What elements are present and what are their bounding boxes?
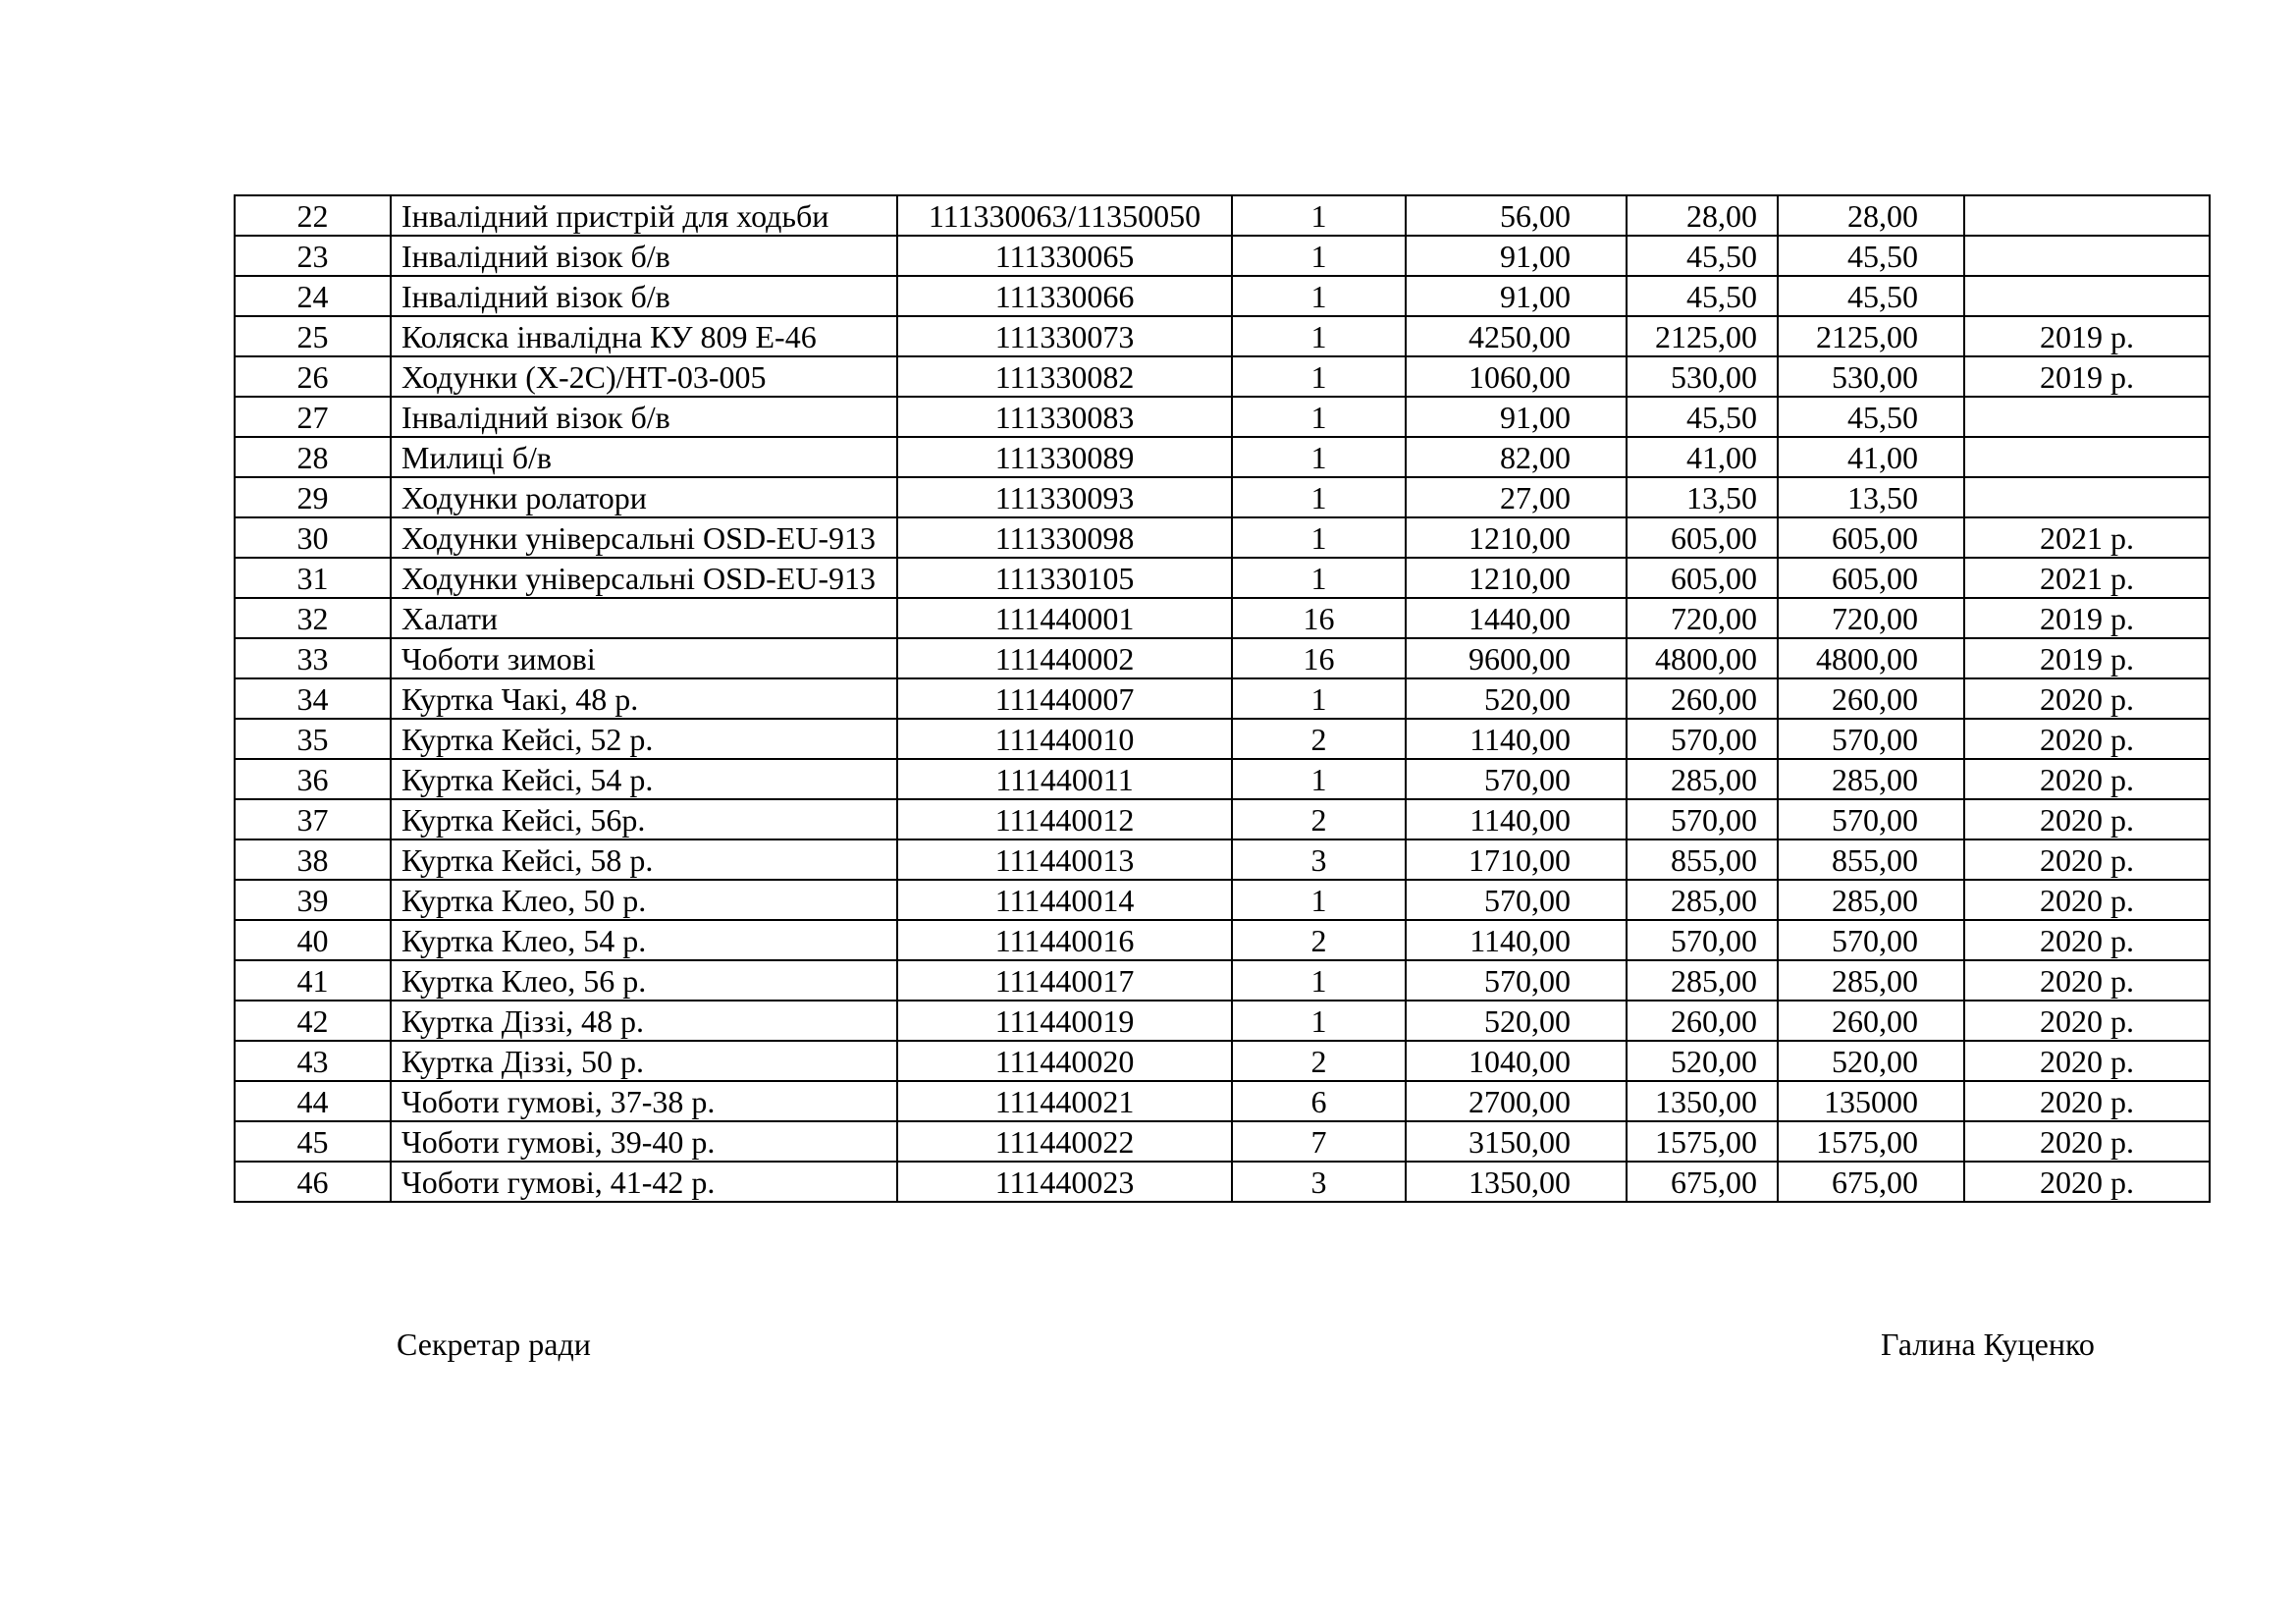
year-cell: 2020 р. [1964, 1001, 2210, 1041]
inventory-code-cell: 111440016 [897, 920, 1232, 960]
quantity-cell: 1 [1232, 195, 1406, 236]
table-row [235, 558, 2210, 598]
total-value-cell: 570,00 [1406, 960, 1627, 1001]
inventory-code-cell: 111440010 [897, 719, 1232, 759]
depreciation-cell: 41,00 [1627, 437, 1778, 477]
row-number-cell: 33 [235, 638, 391, 678]
item-name-cell: Куртка Кейсі, 54 р. [391, 759, 897, 799]
row-number-cell: 31 [235, 558, 391, 598]
residual-value-cell: 2125,00 [1778, 316, 1964, 356]
year-cell [1964, 477, 2210, 517]
quantity-cell: 2 [1232, 1041, 1406, 1081]
item-name-cell: Чоботи зимові [391, 638, 897, 678]
residual-value-cell: 285,00 [1778, 759, 1964, 799]
row-number-cell: 44 [235, 1081, 391, 1121]
table-row [235, 316, 2210, 356]
depreciation-cell: 260,00 [1627, 678, 1778, 719]
item-name-cell: Інвалідний візок б/в [391, 236, 897, 276]
total-value-cell: 2700,00 [1406, 1081, 1627, 1121]
row-number-cell: 40 [235, 920, 391, 960]
depreciation-cell: 855,00 [1627, 839, 1778, 880]
quantity-cell: 7 [1232, 1121, 1406, 1162]
inventory-code-cell: 111440007 [897, 678, 1232, 719]
residual-value-cell: 260,00 [1778, 678, 1964, 719]
item-name-cell: Чоботи гумові, 41-42 р. [391, 1162, 897, 1202]
residual-value-cell: 28,00 [1778, 195, 1964, 236]
depreciation-cell: 285,00 [1627, 759, 1778, 799]
depreciation-cell: 570,00 [1627, 799, 1778, 839]
total-value-cell: 56,00 [1406, 195, 1627, 236]
depreciation-cell: 570,00 [1627, 719, 1778, 759]
item-name-cell: Інвалідний пристрій для ходьби [391, 195, 897, 236]
item-name-cell: Коляска інвалідна КУ 809 Е-46 [391, 316, 897, 356]
residual-value-cell: 570,00 [1778, 719, 1964, 759]
table-row [235, 799, 2210, 839]
row-number-cell: 27 [235, 397, 391, 437]
year-cell: 2020 р. [1964, 1041, 2210, 1081]
year-cell: 2020 р. [1964, 719, 2210, 759]
table-row [235, 517, 2210, 558]
year-cell: 2020 р. [1964, 839, 2210, 880]
table-row [235, 1121, 2210, 1162]
residual-value-cell: 530,00 [1778, 356, 1964, 397]
item-name-cell: Куртка Клео, 56 р. [391, 960, 897, 1001]
inventory-code-cell: 111440023 [897, 1162, 1232, 1202]
table-row [235, 1162, 2210, 1202]
inventory-code-cell: 111440021 [897, 1081, 1232, 1121]
depreciation-cell: 1350,00 [1627, 1081, 1778, 1121]
inventory-code-cell: 111330073 [897, 316, 1232, 356]
row-number-cell: 37 [235, 799, 391, 839]
item-name-cell: Куртка Діззі, 50 р. [391, 1041, 897, 1081]
table-body [235, 195, 2210, 1202]
residual-value-cell: 605,00 [1778, 517, 1964, 558]
table-row [235, 1041, 2210, 1081]
total-value-cell: 9600,00 [1406, 638, 1627, 678]
year-cell: 2019 р. [1964, 316, 2210, 356]
table-row [235, 638, 2210, 678]
item-name-cell: Ходунки (Х-2С)/НТ-03-005 [391, 356, 897, 397]
inventory-code-cell: 111330082 [897, 356, 1232, 397]
table-row [235, 839, 2210, 880]
total-value-cell: 91,00 [1406, 236, 1627, 276]
inventory-code-cell: 111330093 [897, 477, 1232, 517]
quantity-cell: 1 [1232, 759, 1406, 799]
year-cell: 2019 р. [1964, 638, 2210, 678]
total-value-cell: 91,00 [1406, 276, 1627, 316]
row-number-cell: 34 [235, 678, 391, 719]
depreciation-cell: 28,00 [1627, 195, 1778, 236]
total-value-cell: 91,00 [1406, 397, 1627, 437]
quantity-cell: 1 [1232, 437, 1406, 477]
quantity-cell: 2 [1232, 719, 1406, 759]
row-number-cell: 42 [235, 1001, 391, 1041]
total-value-cell: 27,00 [1406, 477, 1627, 517]
depreciation-cell: 520,00 [1627, 1041, 1778, 1081]
depreciation-cell: 605,00 [1627, 517, 1778, 558]
residual-value-cell: 260,00 [1778, 1001, 1964, 1041]
year-cell [1964, 397, 2210, 437]
quantity-cell: 1 [1232, 316, 1406, 356]
year-cell: 2020 р. [1964, 799, 2210, 839]
inventory-code-cell: 111440001 [897, 598, 1232, 638]
quantity-cell: 1 [1232, 1001, 1406, 1041]
row-number-cell: 35 [235, 719, 391, 759]
table-row [235, 1081, 2210, 1121]
table-row [235, 195, 2210, 236]
total-value-cell: 4250,00 [1406, 316, 1627, 356]
row-number-cell: 23 [235, 236, 391, 276]
depreciation-cell: 45,50 [1627, 236, 1778, 276]
depreciation-cell: 1575,00 [1627, 1121, 1778, 1162]
row-number-cell: 46 [235, 1162, 391, 1202]
row-number-cell: 32 [235, 598, 391, 638]
residual-value-cell: 855,00 [1778, 839, 1964, 880]
total-value-cell: 82,00 [1406, 437, 1627, 477]
inventory-code-cell: 111330098 [897, 517, 1232, 558]
quantity-cell: 1 [1232, 356, 1406, 397]
depreciation-cell: 45,50 [1627, 397, 1778, 437]
quantity-cell: 1 [1232, 397, 1406, 437]
year-cell: 2021 р. [1964, 558, 2210, 598]
total-value-cell: 1210,00 [1406, 517, 1627, 558]
item-name-cell: Ходунки універсальні OSD-EU-913 [391, 558, 897, 598]
total-value-cell: 1210,00 [1406, 558, 1627, 598]
inventory-code-cell: 111330089 [897, 437, 1232, 477]
inventory-code-cell: 111440013 [897, 839, 1232, 880]
year-cell: 2020 р. [1964, 678, 2210, 719]
total-value-cell: 570,00 [1406, 759, 1627, 799]
residual-value-cell: 135000 [1778, 1081, 1964, 1121]
residual-value-cell: 41,00 [1778, 437, 1964, 477]
depreciation-cell: 675,00 [1627, 1162, 1778, 1202]
inventory-code-cell: 111440011 [897, 759, 1232, 799]
total-value-cell: 1140,00 [1406, 719, 1627, 759]
table-row [235, 960, 2210, 1001]
quantity-cell: 16 [1232, 598, 1406, 638]
row-number-cell: 30 [235, 517, 391, 558]
item-name-cell: Куртка Кейсі, 52 р. [391, 719, 897, 759]
quantity-cell: 1 [1232, 960, 1406, 1001]
inventory-code-cell: 111330105 [897, 558, 1232, 598]
table-row [235, 276, 2210, 316]
item-name-cell: Куртка Клео, 54 р. [391, 920, 897, 960]
depreciation-cell: 605,00 [1627, 558, 1778, 598]
year-cell [1964, 236, 2210, 276]
item-name-cell: Інвалідний візок б/в [391, 276, 897, 316]
row-number-cell: 41 [235, 960, 391, 1001]
total-value-cell: 1440,00 [1406, 598, 1627, 638]
quantity-cell: 1 [1232, 276, 1406, 316]
inventory-table [234, 194, 2211, 1203]
item-name-cell: Чоботи гумові, 39-40 р. [391, 1121, 897, 1162]
inventory-code-cell: 111440019 [897, 1001, 1232, 1041]
table-row [235, 397, 2210, 437]
row-number-cell: 22 [235, 195, 391, 236]
quantity-cell: 1 [1232, 517, 1406, 558]
quantity-cell: 1 [1232, 558, 1406, 598]
table-row [235, 759, 2210, 799]
row-number-cell: 45 [235, 1121, 391, 1162]
inventory-code-cell: 111440020 [897, 1041, 1232, 1081]
table-row [235, 437, 2210, 477]
total-value-cell: 1040,00 [1406, 1041, 1627, 1081]
table-row [235, 236, 2210, 276]
total-value-cell: 1350,00 [1406, 1162, 1627, 1202]
residual-value-cell: 285,00 [1778, 960, 1964, 1001]
total-value-cell: 1710,00 [1406, 839, 1627, 880]
item-name-cell: Куртка Клео, 50 р. [391, 880, 897, 920]
total-value-cell: 1140,00 [1406, 799, 1627, 839]
quantity-cell: 3 [1232, 839, 1406, 880]
inventory-code-cell: 111330083 [897, 397, 1232, 437]
depreciation-cell: 4800,00 [1627, 638, 1778, 678]
table-row [235, 477, 2210, 517]
item-name-cell: Куртка Чакі, 48 р. [391, 678, 897, 719]
quantity-cell: 1 [1232, 880, 1406, 920]
inventory-code-cell: 111440022 [897, 1121, 1232, 1162]
table-row [235, 598, 2210, 638]
item-name-cell: Куртка Діззі, 48 р. [391, 1001, 897, 1041]
residual-value-cell: 570,00 [1778, 799, 1964, 839]
quantity-cell: 2 [1232, 799, 1406, 839]
depreciation-cell: 720,00 [1627, 598, 1778, 638]
item-name-cell: Ходунки універсальні OSD-EU-913 [391, 517, 897, 558]
table-row [235, 678, 2210, 719]
year-cell: 2020 р. [1964, 1081, 2210, 1121]
residual-value-cell: 1575,00 [1778, 1121, 1964, 1162]
year-cell: 2020 р. [1964, 920, 2210, 960]
item-name-cell: Куртка Кейсі, 56р. [391, 799, 897, 839]
year-cell [1964, 276, 2210, 316]
row-number-cell: 26 [235, 356, 391, 397]
total-value-cell: 3150,00 [1406, 1121, 1627, 1162]
residual-value-cell: 720,00 [1778, 598, 1964, 638]
year-cell: 2020 р. [1964, 759, 2210, 799]
residual-value-cell: 570,00 [1778, 920, 1964, 960]
total-value-cell: 570,00 [1406, 880, 1627, 920]
depreciation-cell: 285,00 [1627, 880, 1778, 920]
total-value-cell: 1060,00 [1406, 356, 1627, 397]
row-number-cell: 36 [235, 759, 391, 799]
residual-value-cell: 45,50 [1778, 236, 1964, 276]
inventory-code-cell: 111330065 [897, 236, 1232, 276]
inventory-code-cell: 111440017 [897, 960, 1232, 1001]
residual-value-cell: 45,50 [1778, 397, 1964, 437]
residual-value-cell: 285,00 [1778, 880, 1964, 920]
depreciation-cell: 570,00 [1627, 920, 1778, 960]
item-name-cell: Чоботи гумові, 37-38 р. [391, 1081, 897, 1121]
quantity-cell: 1 [1232, 678, 1406, 719]
residual-value-cell: 4800,00 [1778, 638, 1964, 678]
depreciation-cell: 13,50 [1627, 477, 1778, 517]
table-row [235, 719, 2210, 759]
row-number-cell: 29 [235, 477, 391, 517]
item-name-cell: Халати [391, 598, 897, 638]
inventory-code-cell: 111330063/11350050 [897, 195, 1232, 236]
depreciation-cell: 2125,00 [1627, 316, 1778, 356]
inventory-code-cell: 111440002 [897, 638, 1232, 678]
signature-name: Галина Куценко [1881, 1326, 2095, 1362]
year-cell: 2019 р. [1964, 598, 2210, 638]
table-row [235, 356, 2210, 397]
row-number-cell: 28 [235, 437, 391, 477]
row-number-cell: 38 [235, 839, 391, 880]
table-row [235, 880, 2210, 920]
inventory-code-cell: 111440012 [897, 799, 1232, 839]
residual-value-cell: 605,00 [1778, 558, 1964, 598]
depreciation-cell: 530,00 [1627, 356, 1778, 397]
total-value-cell: 520,00 [1406, 1001, 1627, 1041]
year-cell: 2020 р. [1964, 960, 2210, 1001]
residual-value-cell: 520,00 [1778, 1041, 1964, 1081]
quantity-cell: 1 [1232, 236, 1406, 276]
inventory-code-cell: 111440014 [897, 880, 1232, 920]
residual-value-cell: 675,00 [1778, 1162, 1964, 1202]
year-cell: 2020 р. [1964, 1162, 2210, 1202]
item-name-cell: Інвалідний візок б/в [391, 397, 897, 437]
quantity-cell: 1 [1232, 477, 1406, 517]
item-name-cell: Куртка Кейсі, 58 р. [391, 839, 897, 880]
year-cell [1964, 195, 2210, 236]
row-number-cell: 39 [235, 880, 391, 920]
quantity-cell: 2 [1232, 920, 1406, 960]
year-cell: 2020 р. [1964, 1121, 2210, 1162]
row-number-cell: 43 [235, 1041, 391, 1081]
year-cell [1964, 437, 2210, 477]
year-cell: 2020 р. [1964, 880, 2210, 920]
total-value-cell: 1140,00 [1406, 920, 1627, 960]
inventory-code-cell: 111330066 [897, 276, 1232, 316]
depreciation-cell: 260,00 [1627, 1001, 1778, 1041]
signature-title: Секретар ради [397, 1326, 591, 1362]
depreciation-cell: 285,00 [1627, 960, 1778, 1001]
table-row [235, 920, 2210, 960]
total-value-cell: 520,00 [1406, 678, 1627, 719]
residual-value-cell: 45,50 [1778, 276, 1964, 316]
item-name-cell: Ходунки ролатори [391, 477, 897, 517]
item-name-cell: Милиці б/в [391, 437, 897, 477]
quantity-cell: 16 [1232, 638, 1406, 678]
quantity-cell: 3 [1232, 1162, 1406, 1202]
residual-value-cell: 13,50 [1778, 477, 1964, 517]
year-cell: 2019 р. [1964, 356, 2210, 397]
row-number-cell: 25 [235, 316, 391, 356]
table-row [235, 1001, 2210, 1041]
depreciation-cell: 45,50 [1627, 276, 1778, 316]
row-number-cell: 24 [235, 276, 391, 316]
quantity-cell: 6 [1232, 1081, 1406, 1121]
year-cell: 2021 р. [1964, 517, 2210, 558]
